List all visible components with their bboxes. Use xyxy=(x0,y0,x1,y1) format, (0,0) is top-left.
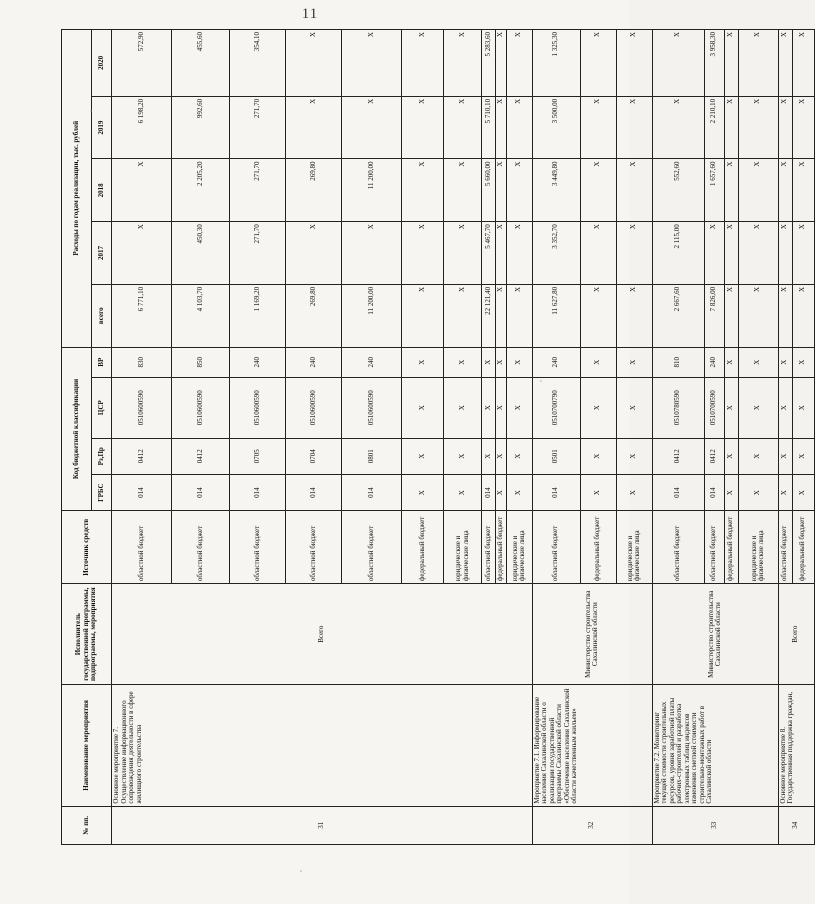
cell-csr: 0510600590 xyxy=(342,377,402,438)
executor: Всего xyxy=(112,584,533,685)
header-executor: Исполнитель государственной программы, подпрограммы, мероприятия xyxy=(62,584,112,685)
cell-rzpr: 0801 xyxy=(342,438,402,474)
cell-2017: X xyxy=(704,222,724,285)
cell-2019: X xyxy=(738,96,778,159)
cell-vr: X xyxy=(496,347,507,377)
header-rzpr: Рз,Пр xyxy=(92,438,112,474)
cell-2019: X xyxy=(792,96,814,159)
cell-rzpr: X xyxy=(496,438,507,474)
executor: Министерство строительства Сахалинской области xyxy=(652,584,778,685)
cell-total: 11 200,00 xyxy=(342,284,402,347)
cell-2018: X xyxy=(496,159,507,222)
cell-total: X xyxy=(792,284,814,347)
cell-source: федеральный бюджет xyxy=(580,511,616,584)
cell-2017: X xyxy=(286,222,342,285)
cell-grbs: 014 xyxy=(112,474,172,510)
cell-vr: X xyxy=(778,347,792,377)
measure-name: Основное мероприятие 8. Государственная поддержка граждан, xyxy=(778,685,814,806)
cell-2017: X xyxy=(580,222,616,285)
expenditure-table xyxy=(61,29,815,845)
cell-2020: 3 958,30 xyxy=(704,30,724,97)
header-2017: 2017 xyxy=(92,222,112,285)
cell-2018: 1 657,60 xyxy=(704,159,724,222)
cell-2017: X xyxy=(724,222,738,285)
cell-csr: X xyxy=(496,377,507,438)
cell-2018: 2 205,20 xyxy=(172,159,230,222)
cell-2020: 5 283,60 xyxy=(482,30,496,97)
cell-csr: X xyxy=(724,377,738,438)
cell-2020: X xyxy=(342,30,402,97)
header-source: Источник средств xyxy=(62,511,112,584)
measure-name: Основное мероприятие 7. Осуществление информационного сопровождения деятельности в сфере жилищного строительства xyxy=(112,685,533,806)
measure-name: Мероприятие 7.1. Информирование населения Сахалинской области о реализации государственной программы Сахалинской области «Обеспечение населения Сахалинской области качественным жильем» xyxy=(532,685,652,806)
cell-grbs: 014 xyxy=(342,474,402,510)
cell-2019: 2 210,10 xyxy=(704,96,724,159)
cell-grbs: X xyxy=(616,474,652,510)
cell-csr: X xyxy=(738,377,778,438)
cell-2018: X xyxy=(444,159,482,222)
cell-source: федеральный бюджет xyxy=(724,511,738,584)
header-csr: ЦСР xyxy=(92,377,112,438)
cell-total: 22 121,40 xyxy=(482,284,496,347)
cell-2020: X xyxy=(778,30,792,97)
cell-2020: 455,60 xyxy=(172,30,230,97)
cell-2017: X xyxy=(342,222,402,285)
cell-csr: X xyxy=(482,377,496,438)
cell-total: X xyxy=(402,284,444,347)
cell-2020: 354,10 xyxy=(230,30,286,97)
cell-grbs: 014 xyxy=(286,474,342,510)
cell-2017: X xyxy=(402,222,444,285)
cell-vr: 240 xyxy=(704,347,724,377)
measure-name: Мероприятие 7.2. Мониторинг текущей стоимости строительных ресурсов, уровня заработной платы рабочих-строителей и разработка электронных таблиц индексов изменения сметной стоимости строительно-монтажных работ в Сахалинской области xyxy=(652,685,778,806)
cell-2019: X xyxy=(652,96,704,159)
cell-2017: X xyxy=(616,222,652,285)
row-number: 33 xyxy=(652,806,778,844)
row-number: 32 xyxy=(532,806,652,844)
cell-total: X xyxy=(616,284,652,347)
cell-2020: X xyxy=(496,30,507,97)
cell-grbs: 014 xyxy=(652,474,704,510)
cell-vr: 240 xyxy=(342,347,402,377)
cell-grbs: X xyxy=(506,474,532,510)
header-num: № пп. xyxy=(62,806,112,844)
cell-csr: X xyxy=(444,377,482,438)
cell-rzpr: 0705 xyxy=(230,438,286,474)
cell-source: областной бюджет xyxy=(704,511,724,584)
cell-rzpr: 0412 xyxy=(172,438,230,474)
cell-vr: X xyxy=(792,347,814,377)
cell-vr: 810 xyxy=(652,347,704,377)
cell-rzpr: 0412 xyxy=(112,438,172,474)
cell-2017: X xyxy=(112,222,172,285)
cell-2018: X xyxy=(580,159,616,222)
cell-2018: X xyxy=(506,159,532,222)
cell-grbs: X xyxy=(792,474,814,510)
cell-csr: 0510600590 xyxy=(112,377,172,438)
cell-vr: X xyxy=(738,347,778,377)
cell-total: X xyxy=(506,284,532,347)
cell-total: 1 169,20 xyxy=(230,284,286,347)
cell-rzpr: 0704 xyxy=(286,438,342,474)
cell-2019: 992,60 xyxy=(172,96,230,159)
cell-2018: X xyxy=(402,159,444,222)
cell-grbs: X xyxy=(738,474,778,510)
cell-vr: X xyxy=(580,347,616,377)
cell-vr: X xyxy=(444,347,482,377)
table-row xyxy=(532,30,580,845)
cell-rzpr: 0501 xyxy=(532,438,580,474)
cell-source: областной бюджет xyxy=(532,511,580,584)
cell-csr: 0510780590 xyxy=(652,377,704,438)
cell-2018: 11 200,00 xyxy=(342,159,402,222)
cell-2020: X xyxy=(652,30,704,97)
cell-2017: 5 467,70 xyxy=(482,222,496,285)
executor: Всего xyxy=(778,584,814,685)
cell-2017: X xyxy=(778,222,792,285)
cell-grbs: 014 xyxy=(704,474,724,510)
cell-2020: X xyxy=(286,30,342,97)
header-name: Наименование мероприятия xyxy=(62,685,112,806)
cell-2020: X xyxy=(506,30,532,97)
cell-total: X xyxy=(724,284,738,347)
cell-2020: 1 325,30 xyxy=(532,30,580,97)
cell-2020: X xyxy=(738,30,778,97)
cell-csr: 0510600590 xyxy=(286,377,342,438)
row-number: 31 xyxy=(112,806,533,844)
cell-2020: X xyxy=(616,30,652,97)
cell-source: юридические и физические лица xyxy=(616,511,652,584)
cell-2017: 2 115,00 xyxy=(652,222,704,285)
cell-2020: X xyxy=(402,30,444,97)
cell-vr: 830 xyxy=(112,347,172,377)
cell-grbs: X xyxy=(724,474,738,510)
cell-csr: 0510700790 xyxy=(532,377,580,438)
cell-rzpr: X xyxy=(778,438,792,474)
cell-rzpr: X xyxy=(792,438,814,474)
cell-grbs: X xyxy=(778,474,792,510)
cell-source: областной бюджет xyxy=(112,511,172,584)
cell-total: 4 103,70 xyxy=(172,284,230,347)
cell-grbs: 014 xyxy=(230,474,286,510)
cell-total: X xyxy=(778,284,792,347)
cell-csr: X xyxy=(778,377,792,438)
header-grbs: ГРБС xyxy=(92,474,112,510)
header-vr: ВР xyxy=(92,347,112,377)
cell-vr: 240 xyxy=(230,347,286,377)
cell-2019: 3 500,00 xyxy=(532,96,580,159)
cell-total: X xyxy=(738,284,778,347)
cell-source: областной бюджет xyxy=(172,511,230,584)
cell-2017: 3 352,70 xyxy=(532,222,580,285)
cell-csr: X xyxy=(402,377,444,438)
cell-2018: 3 449,80 xyxy=(532,159,580,222)
cell-source: областной бюджет xyxy=(230,511,286,584)
cell-2019: 271,70 xyxy=(230,96,286,159)
cell-rzpr: X xyxy=(482,438,496,474)
scan-speck xyxy=(90,110,92,112)
cell-source: областной бюджет xyxy=(652,511,704,584)
cell-2020: X xyxy=(580,30,616,97)
header-expenses: Расходы по годам реализации, тыс. рублей xyxy=(62,30,92,348)
cell-rzpr: X xyxy=(724,438,738,474)
cell-2017: X xyxy=(506,222,532,285)
cell-csr: X xyxy=(792,377,814,438)
cell-2018: X xyxy=(112,159,172,222)
cell-vr: X xyxy=(724,347,738,377)
cell-2018: X xyxy=(792,159,814,222)
cell-2019: X xyxy=(580,96,616,159)
cell-2019: X xyxy=(616,96,652,159)
cell-2018: X xyxy=(778,159,792,222)
cell-2017: X xyxy=(792,222,814,285)
cell-2017: 450,30 xyxy=(172,222,230,285)
cell-vr: X xyxy=(482,347,496,377)
scan-speck xyxy=(540,380,542,382)
cell-source: областной бюджет xyxy=(342,511,402,584)
cell-csr: 0510700590 xyxy=(704,377,724,438)
row-number: 34 xyxy=(778,806,814,844)
cell-2019: X xyxy=(286,96,342,159)
cell-total: X xyxy=(444,284,482,347)
table-body xyxy=(112,30,815,845)
cell-2020: X xyxy=(724,30,738,97)
cell-vr: X xyxy=(506,347,532,377)
table-row xyxy=(778,30,792,845)
cell-2019: X xyxy=(496,96,507,159)
cell-2019: X xyxy=(778,96,792,159)
cell-total: 269,80 xyxy=(286,284,342,347)
table-row xyxy=(652,30,704,845)
cell-2017: 271,70 xyxy=(230,222,286,285)
cell-grbs: 014 xyxy=(482,474,496,510)
cell-2019: X xyxy=(402,96,444,159)
cell-source: федеральный бюджет xyxy=(792,511,814,584)
header-2018: 2018 xyxy=(92,159,112,222)
header-2020: 2020 xyxy=(92,30,112,97)
cell-vr: X xyxy=(402,347,444,377)
cell-rzpr: 0412 xyxy=(704,438,724,474)
cell-vr: 240 xyxy=(286,347,342,377)
cell-2018: X xyxy=(724,159,738,222)
cell-total: X xyxy=(496,284,507,347)
cell-csr: 0510600590 xyxy=(230,377,286,438)
cell-csr: X xyxy=(616,377,652,438)
cell-source: областной бюджет xyxy=(778,511,792,584)
cell-source: юридические и физические лица xyxy=(506,511,532,584)
cell-2020: X xyxy=(444,30,482,97)
cell-rzpr: X xyxy=(580,438,616,474)
cell-total: 7 826,00 xyxy=(704,284,724,347)
cell-rzpr: 0412 xyxy=(652,438,704,474)
cell-source: областной бюджет xyxy=(482,511,496,584)
scan-speck xyxy=(300,870,302,872)
cell-2020: 572,90 xyxy=(112,30,172,97)
table-row xyxy=(112,30,172,845)
cell-vr: 850 xyxy=(172,347,230,377)
cell-2019: X xyxy=(724,96,738,159)
cell-2017: X xyxy=(496,222,507,285)
header-2019: 2019 xyxy=(92,96,112,159)
cell-2020: X xyxy=(792,30,814,97)
cell-2018: 5 660,00 xyxy=(482,159,496,222)
cell-grbs: X xyxy=(580,474,616,510)
cell-csr: 0510600590 xyxy=(172,377,230,438)
cell-total: 6 771,10 xyxy=(112,284,172,347)
cell-source: федеральный бюджет xyxy=(402,511,444,584)
cell-csr: X xyxy=(580,377,616,438)
cell-rzpr: X xyxy=(616,438,652,474)
cell-2018: X xyxy=(738,159,778,222)
cell-grbs: 014 xyxy=(172,474,230,510)
cell-source: юридические и физические лица xyxy=(444,511,482,584)
cell-vr: X xyxy=(616,347,652,377)
cell-grbs: X xyxy=(444,474,482,510)
cell-2017: X xyxy=(444,222,482,285)
cell-source: юридические и физические лица xyxy=(738,511,778,584)
cell-csr: X xyxy=(506,377,532,438)
cell-rzpr: X xyxy=(506,438,532,474)
cell-source: областной бюджет xyxy=(286,511,342,584)
cell-2019: X xyxy=(444,96,482,159)
cell-2018: 271,70 xyxy=(230,159,286,222)
table-header xyxy=(62,30,112,845)
cell-rzpr: X xyxy=(738,438,778,474)
cell-2017: X xyxy=(738,222,778,285)
cell-total: 2 667,60 xyxy=(652,284,704,347)
header-total: всего xyxy=(92,284,112,347)
cell-total: 11 627,80 xyxy=(532,284,580,347)
cell-2018: X xyxy=(616,159,652,222)
cell-rzpr: X xyxy=(444,438,482,474)
cell-grbs: X xyxy=(402,474,444,510)
header-budget-code: Код бюджетной классификации xyxy=(62,347,92,511)
cell-grbs: X xyxy=(496,474,507,510)
cell-rzpr: X xyxy=(402,438,444,474)
cell-source: федеральный бюджет xyxy=(496,511,507,584)
executor: Министерство строительства Сахалинской области xyxy=(532,584,652,685)
cell-total: X xyxy=(580,284,616,347)
cell-2019: 5 710,10 xyxy=(482,96,496,159)
cell-grbs: 014 xyxy=(532,474,580,510)
page-number: 11 xyxy=(301,6,319,22)
cell-2019: X xyxy=(342,96,402,159)
rotated-table-wrapper xyxy=(61,29,807,845)
cell-2018: 269,80 xyxy=(286,159,342,222)
cell-2019: X xyxy=(506,96,532,159)
cell-2019: 6 198,20 xyxy=(112,96,172,159)
cell-vr: 240 xyxy=(532,347,580,377)
cell-2018: 552,60 xyxy=(652,159,704,222)
